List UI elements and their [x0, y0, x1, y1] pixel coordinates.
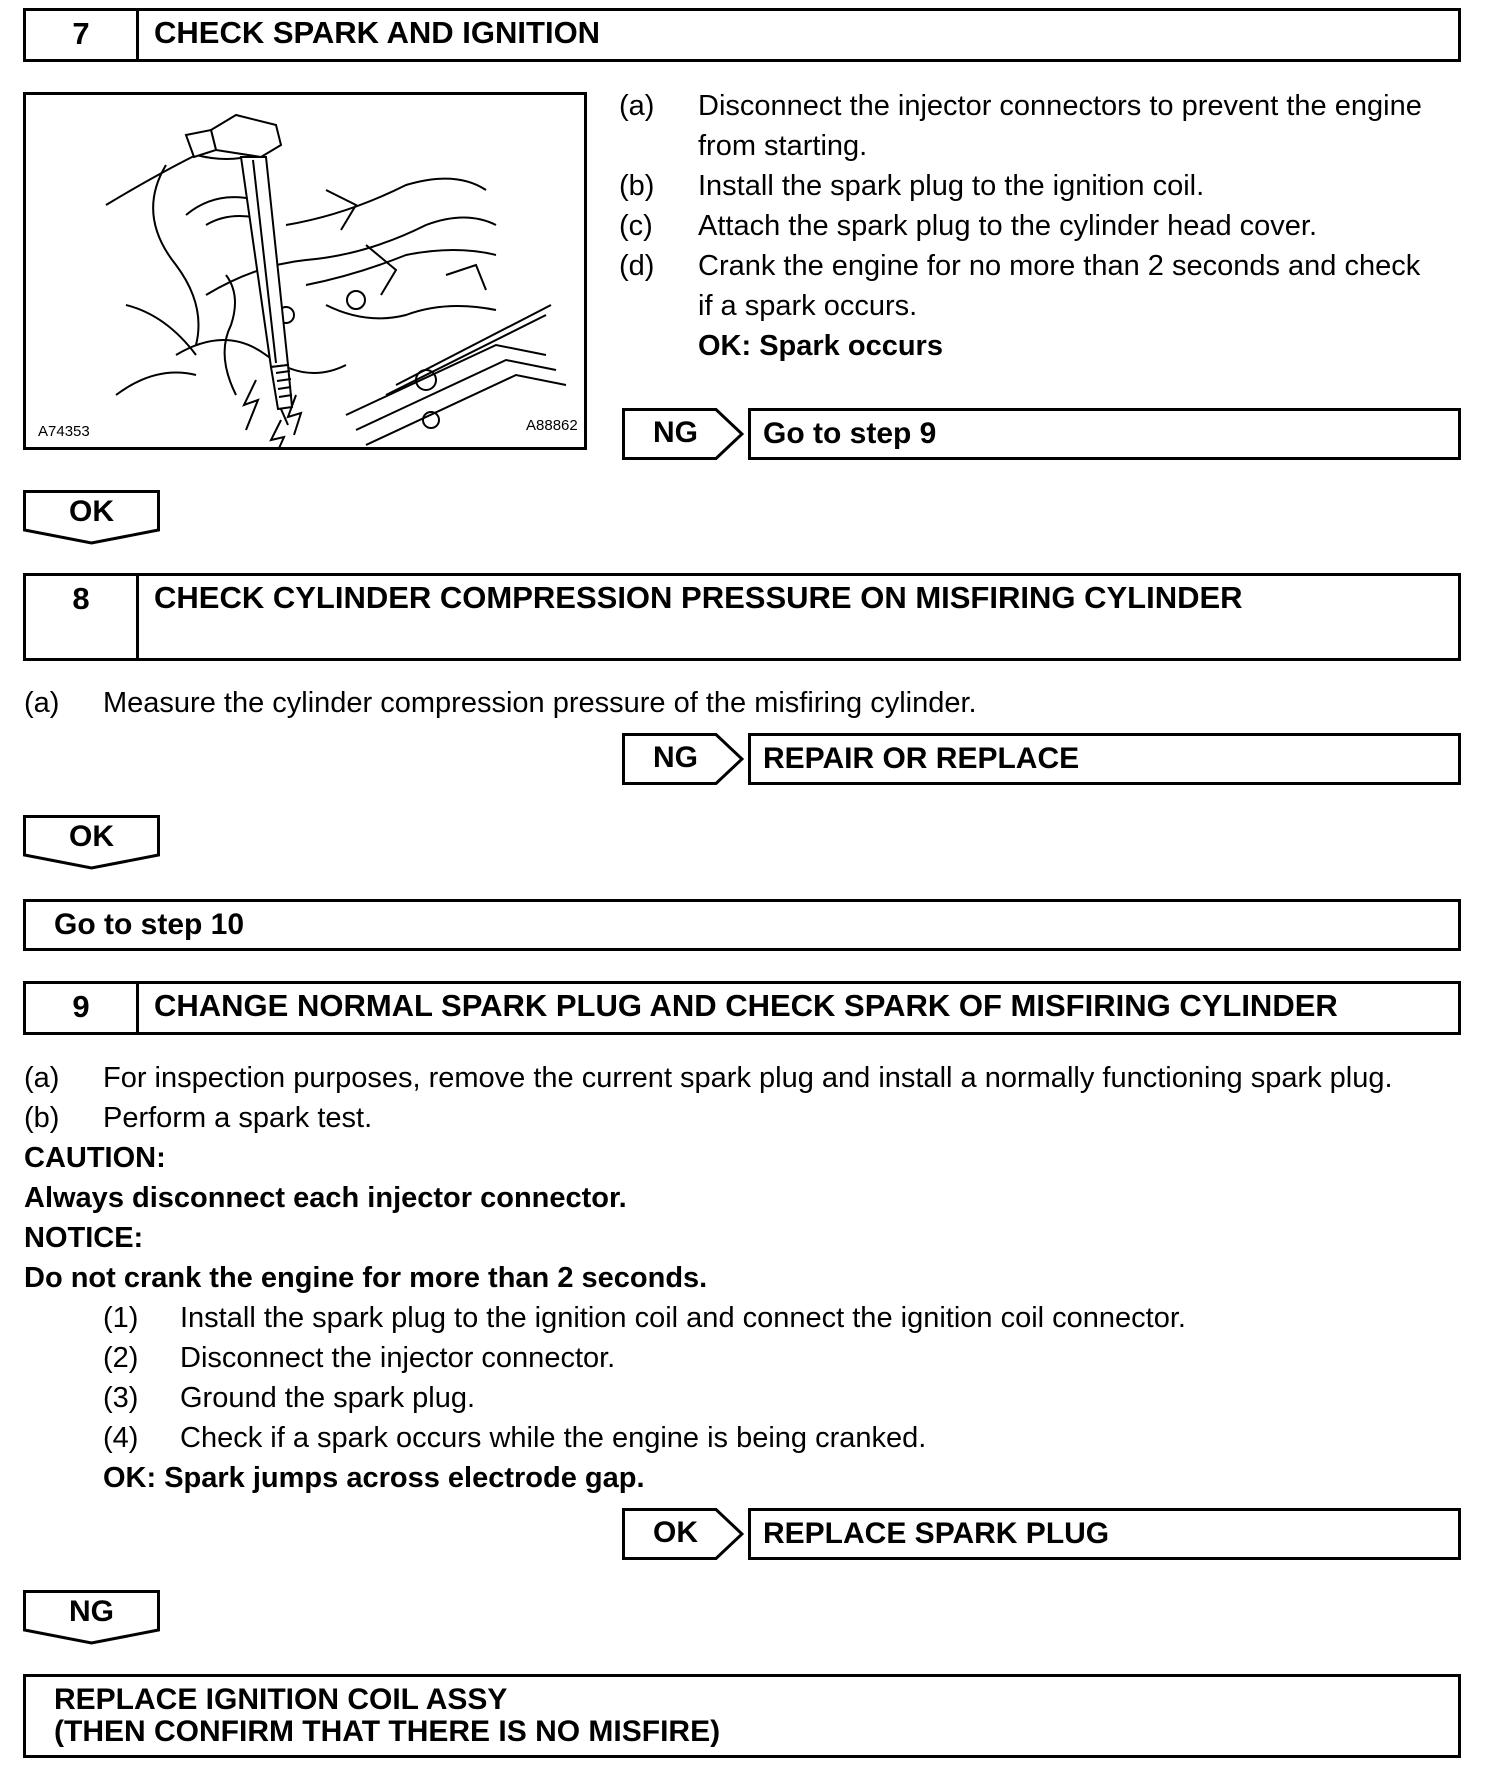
- item-tag: (c): [619, 210, 653, 242]
- ng-label: NG: [653, 416, 698, 449]
- caution-heading: CAUTION:: [24, 1142, 166, 1174]
- item-tag: (a): [24, 687, 60, 719]
- notice-text: Do not crank the engine for more than 2 seconds.: [24, 1262, 708, 1294]
- step-title: CHECK CYLINDER COMPRESSION PRESSURE ON MISFIRING CYLINDER: [154, 580, 1243, 615]
- step-number: 9: [26, 984, 139, 1032]
- ignition-coil-illustration: [26, 95, 584, 447]
- spark-plug-figure: [23, 92, 587, 450]
- subitem-tag: (1): [103, 1302, 139, 1334]
- item-text: Attach the spark plug to the cylinder head cover.: [698, 210, 1318, 242]
- caution-text: Always disconnect each injector connector.: [24, 1182, 627, 1214]
- figure-code-left: A74353: [38, 423, 90, 440]
- ng-arrow-box: [622, 733, 744, 785]
- item-text: if a spark occurs.: [698, 290, 918, 322]
- item-text: Install the spark plug to the ignition coil.: [698, 170, 1205, 202]
- step-title: CHECK SPARK AND IGNITION: [154, 15, 601, 50]
- ng-result-box: REPAIR OR REPLACE: [748, 733, 1461, 785]
- final-result-line-2: (THEN CONFIRM THAT THERE IS NO MISFIRE): [54, 1715, 721, 1748]
- ok-criteria: OK: Spark jumps across electrode gap.: [103, 1462, 645, 1494]
- item-tag: (d): [619, 250, 655, 282]
- subitem-text: Ground the spark plug.: [180, 1382, 476, 1414]
- ng-arrow-box: [622, 408, 744, 460]
- step-number: 7: [26, 11, 139, 59]
- step-8-header: [23, 573, 1461, 661]
- ng-label: NG: [653, 741, 698, 774]
- subitem-tag: (4): [103, 1422, 139, 1454]
- item-text: Perform a spark test.: [103, 1102, 373, 1134]
- ok-result-box: Go to step 10: [23, 899, 1461, 951]
- step-9-header: [23, 981, 1461, 1035]
- subitem-text: Check if a spark occurs while the engine is being cranked.: [180, 1422, 927, 1454]
- ok-criteria: OK: Spark occurs: [698, 330, 943, 362]
- item-tag: (a): [619, 90, 655, 122]
- final-result-line-1: REPLACE IGNITION COIL ASSY: [54, 1683, 508, 1716]
- subitem-tag: (2): [103, 1342, 139, 1374]
- ok-label: OK: [69, 495, 114, 528]
- subitem-text: Install the spark plug to the ignition coil and connect the ignition coil connector.: [180, 1302, 1186, 1334]
- figure-code-right: A88862: [526, 417, 578, 434]
- item-text: from starting.: [698, 130, 868, 162]
- ok-label: OK: [653, 1516, 698, 1549]
- step-number: 8: [26, 576, 139, 658]
- ng-flow-box: [23, 1590, 160, 1645]
- item-text: Measure the cylinder compression pressure of the misfiring cylinder.: [103, 687, 977, 719]
- ok-arrow-box: [622, 1508, 744, 1560]
- item-tag: (a): [24, 1062, 60, 1094]
- item-tag: (b): [619, 170, 655, 202]
- step-7-header: [23, 8, 1461, 62]
- item-text: Crank the engine for no more than 2 seconds and check: [698, 250, 1421, 282]
- notice-heading: NOTICE:: [24, 1222, 144, 1254]
- final-result-box: [23, 1674, 1461, 1758]
- ok-flow-box: [23, 490, 160, 545]
- step-title: CHANGE NORMAL SPARK PLUG AND CHECK SPARK OF MISFIRING CYLINDER: [154, 988, 1338, 1023]
- subitem-tag: (3): [103, 1382, 139, 1414]
- item-text: Disconnect the injector connectors to prevent the engine: [698, 90, 1422, 122]
- item-tag: (b): [24, 1102, 60, 1134]
- ok-label: OK: [69, 820, 114, 853]
- item-text: For inspection purposes, remove the current spark plug and install a normally functioning spark plug.: [103, 1062, 1393, 1094]
- ng-label: NG: [69, 1595, 114, 1628]
- ng-result-box: Go to step 9: [748, 408, 1461, 460]
- ok-result-box: REPLACE SPARK PLUG: [748, 1508, 1461, 1560]
- subitem-text: Disconnect the injector connector.: [180, 1342, 616, 1374]
- ok-flow-box: [23, 815, 160, 870]
